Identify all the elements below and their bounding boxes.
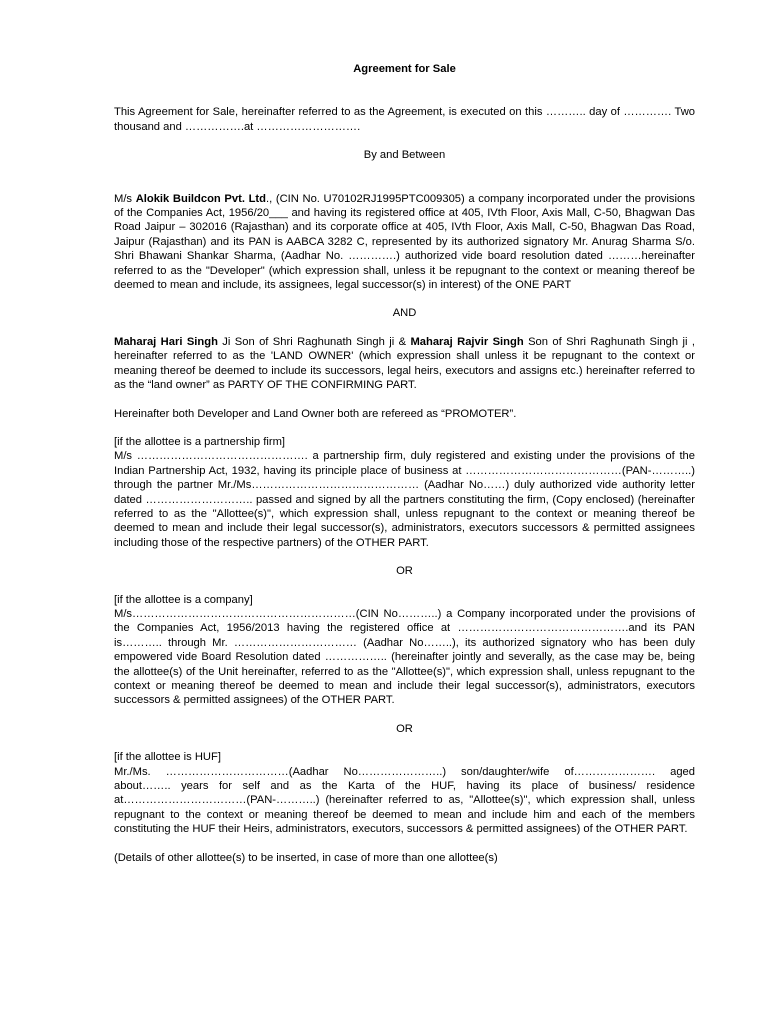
promoter-paragraph: Hereinafter both Developer and Land Owner both are refereed as “PROMOTER”.	[114, 407, 517, 420]
by-and-between-heading: By and Between	[363, 149, 446, 162]
partnership-heading: [if the allottee is a partnership firm]	[114, 435, 285, 448]
intro-paragraph: This Agreement for Sale, hereinafter referred to as the Agreement, is executed on this ……….. day of …………. Two thousand and …………….at ……………………….	[114, 106, 695, 133]
land-owner-name-2: Maharaj Rajvir Singh	[410, 335, 524, 348]
developer-prefix: M/s	[114, 192, 136, 205]
document-page	[114, 62, 695, 865]
company-heading: [if the allottee is a company]	[114, 593, 253, 606]
company-paragraph: M/s……………………………………………………(CIN No………..) a Company incorporated under the provisions of the Companies Act, 1956/2013 having the registered office at ……………………………………….and its PAN is……….. through Mr. …………………………… (Aadhar No……..), its authorized signatory who has been duly empowered vide Board Resolution dated …………….. (hereinafter jointly and severally, as the case may be, being the allottee(s) of the Unit hereinafter, referred to as the "Allottee(s)", which expression shall, unless repugnant to the context or meaning thereof be deemed to mean and include their legal successor(s), administrators, executors successors & permitted assignees) of the OTHER PART.	[114, 607, 695, 707]
details-note: (Details of other allottee(s) to be inserted, in case of more than one allottee(s)	[114, 851, 498, 864]
land-owner-text-2: Son of Shri Raghunath Singh ji , hereinafter referred to as the 'LAND OWNER' (which expression shall unless it be repugnant to the context or meaning thereof be deemed to include its successors, legal heirs, executors and assigns etc.) hereinafter referred to as the “land owner” as PARTY OF THE CONFIRMING PART.	[114, 335, 695, 392]
land-owner-text-1: Ji Son of Shri Raghunath Singh ji &	[217, 335, 411, 348]
or-heading-2: OR	[396, 722, 413, 735]
document-title: Agreement for Sale	[353, 63, 456, 75]
developer-paragraph	[114, 192, 695, 293]
or-heading-1: OR	[396, 565, 413, 578]
huf-paragraph: Mr./Ms. ……………………………(Aadhar No…………………..) son/daughter/wife of…………………. aged about…….. years for self and as the Karta of the HUF, having its place of business/ residence at……………………………(PAN-………..) (hereinafter referred to as, "Allottee(s)", which expression shall, unless repugnant to the context or meaning thereof be deemed to mean and include him and each of the members constituting the HUF their Heirs, administrators, executors, successors & permitted assignees) of the OTHER PART.	[114, 765, 695, 836]
land-owner-paragraph	[114, 335, 695, 393]
developer-name: Alokik Buildcon Pvt. Ltd	[135, 192, 266, 205]
developer-text: ., (CIN No. U70102RJ1995PTC009305) a company incorporated under the provisions of the Companies Act, 1956/20___ and having its registered office at 405, IVth Floor, Axis Mall, C-50, Bhagwan Das Road Jaipur – 302016 (Rajasthan) and its corporate office at 405, IVth Floor, Axis Mall, C-50, Bhagwan Das Road, Jaipur (Rajasthan) and its PAN is AABCA 3282 C, represented by its authorized signatory Mr. Anurag Sharma S/o. Shri Bhawani Shankar Sharma, (Aadhar No. ………….) authorized vide board resolution dated ………hereinafter referred to as the "Developer" (which expression shall, unless it be repugnant to the context or meaning thereof be deemed to mean and include, its assignees, legal successor(s) in interest) of the ONE PART	[114, 192, 695, 292]
and-heading: AND	[392, 307, 417, 320]
land-owner-name-1: Maharaj Hari Singh	[114, 335, 218, 348]
huf-heading: [if the allottee is HUF]	[114, 751, 221, 764]
partnership-paragraph: M/s ………………………………………. a partnership firm, duly registered and existing under the provisions of the Indian Partnership Act, 1932, having its principle place of business at ……………………………………(PAN-………..) through the partner Mr./Ms……………………………………… (Aadhar No……) duly authorized vide authority letter dated ……………………….. passed and signed by all the partners constituting the firm, (Copy enclosed) (hereinafter referred to as the "Allottee(s)", which expression shall, unless repugnant to the context or meaning thereof be deemed to mean and include their legal successor(s), administrators, executors successors & permitted assignees including those of the respective partners) of the OTHER PART.	[114, 450, 695, 549]
